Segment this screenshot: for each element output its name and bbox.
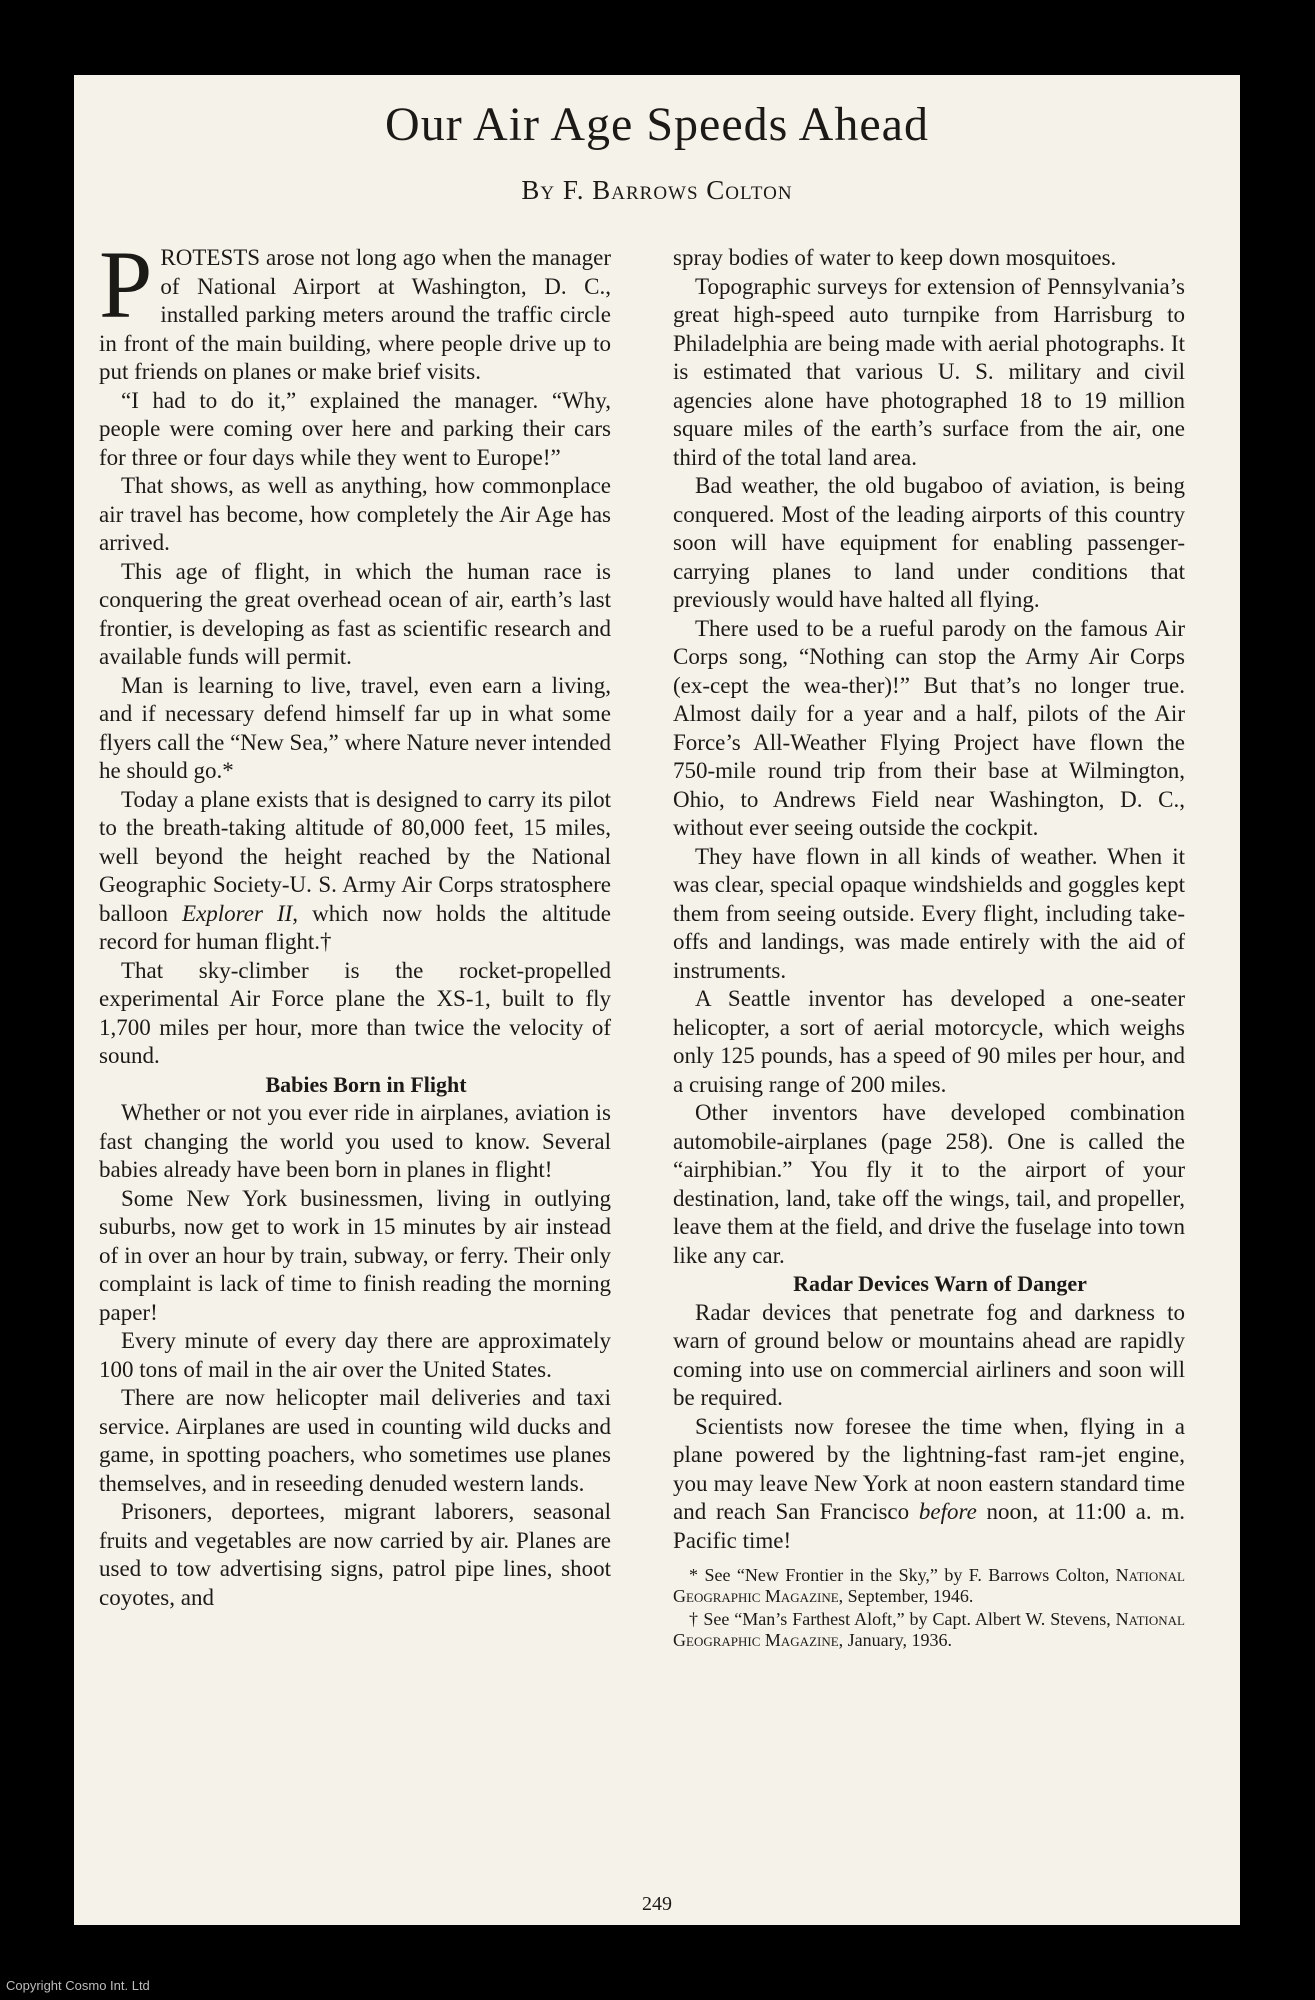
paragraph: A Seattle inventor has developed a one-seater helicopter, a sort of aerial motorcycle, which weighs only 125 pounds, has a speed of 90 miles per hour, and a cruising range of 200 miles.	[673, 986, 1185, 1097]
paragraph: That sky-climber is the rocket-propelled experimental Air Force plane the XS-1, built to fly 1,700 miles per hour, more than twice the velocity of sound.	[99, 957, 611, 1068]
paragraph-text: Today a plane exists that is designed to carry its pilot to the breath-taking altitude of 80,000 feet, 15 miles, well beyond the height reached by the National Geographic Society-U. S. Army Air Corps stratosphere balloon	[99, 786, 611, 926]
magazine-page	[74, 75, 1240, 1925]
paragraph: Radar devices that penetrate fog and darkness to warn of ground below or mountains ahead are rapidly coming into use on commercial airliners and soon will be required.	[673, 1299, 1185, 1410]
article-title: Our Air Age Speeds Ahead	[385, 98, 929, 151]
footnote	[673, 1565, 1185, 1607]
paragraph: That shows, as well as anything, how commonplace air travel has become, how completely the Air Age has arrived.	[99, 473, 611, 555]
paragraph: Some New York businessmen, living in outlying suburbs, now get to work in 15 minutes by air instead of in over an hour by train, subway, or ferry. Their only complaint is lack of time to finish reading the morning paper!	[99, 1185, 611, 1325]
footnote-text: * See “New Frontier in the Sky,” by F. Barrows Colton,	[689, 1565, 1116, 1585]
article-byline: By F. Barrows Colton	[521, 175, 793, 205]
italic-text: before	[918, 1499, 977, 1524]
paragraph: There used to be a rueful parody on the famous Air Corps song, “Nothing can stop the Army Air Corps (ex-cept the wea-ther)!” But that’s no longer true. Almost daily for a year and a half, pilots of the Air Force’s All-Weather Flying Project have flown the 750-mile round trip from their base at Wilmington, Ohio, to Andrews Field near Washington, D. C., without ever seeing outside the cockpit.	[673, 615, 1185, 840]
paragraph: Bad weather, the old bugaboo of aviation, is being conquered. Most of the leading airports of this country soon will have equipment for enabling passenger-carrying planes to land under conditions that previously would have halted all flying.	[673, 473, 1185, 612]
paragraph: Man is learning to live, travel, even earn a living, and if necessary defend himself far up in what some flyers call the “New Sea,” where Nature never intended he should go.*	[99, 672, 611, 783]
paragraph: Topographic surveys for extension of Pennsylvania’s great high-speed auto turnpike from Harrisburg to Philadelphia are being made with aerial photographs. It is estimated that various U. S. military and civil agencies alone have photographed 18 to 19 million square miles of the earth’s surface from the air, one third of the total land area.	[673, 273, 1185, 470]
paragraph: They have flown in all kinds of weather. When it was clear, special opaque windshields and goggles kept them from seeing outside. Every flight, including take-offs and landings, was made entirely with the aid of instruments.	[673, 843, 1185, 983]
paragraph: spray bodies of water to keep down mosquitoes.	[673, 245, 1117, 270]
footnote-text: , September, 1946.	[838, 1586, 974, 1606]
paragraph: Other inventors have developed combination automobile-airplanes (page 258). One is called the “airphibian.” You fly it to the airport of your destination, land, take off the wings, tail, and propeller, leave them at the field, and drive the fuselage into town like any car.	[673, 1100, 1185, 1268]
footnote-text: † See “Man’s Farthest Aloft,” by Capt. Albert W. Stevens,	[689, 1609, 1116, 1629]
footnote-text: , January, 1936.	[838, 1630, 952, 1650]
subheading: Babies Born in Flight	[265, 1071, 467, 1097]
paragraph: Whether or not you ever ride in airplanes, aviation is fast changing the world you used to know. Several babies already have been born in planes in flight!	[99, 1100, 611, 1182]
footnote	[673, 1609, 1185, 1651]
paragraph: There are now helicopter mail deliveries and taxi service. Airplanes are used in counting wild ducks and game, in spotting poachers, who sometimes use planes themselves, and in reseeding denuded western lands.	[99, 1385, 611, 1496]
paragraph-text: noon, at 11:00 a. m. Pacific time!	[673, 1499, 1185, 1553]
paragraph	[99, 786, 611, 957]
paragraph: “I had to do it,” explained the manager. “Why, people were coming over here and parking their cars for three or four days while they went to Europe!”	[99, 387, 611, 470]
right-column	[673, 244, 1185, 1653]
paragraph-text: Scientists now foresee the time when, flying in a plane powered by the lightning-fast ram-jet engine, you may leave New York at noon eastern standard time and reach San Francisco	[673, 1413, 1185, 1524]
paragraph: This age of flight, in which the human race is conquering the great overhead ocean of air, earth’s last frontier, is developing as fast as scientific research and available funds will permit.	[99, 558, 611, 669]
page-number: 249	[642, 1893, 672, 1915]
paragraph	[673, 1413, 1185, 1556]
drop-cap: P	[99, 231, 153, 338]
paragraph-text: which now holds the altitude record for human flight.†	[99, 900, 611, 954]
paragraph	[99, 231, 611, 387]
paragraph: Prisoners, deportees, migrant laborers, seasonal fruits and vegetables are now carried by air. Planes are used to tow advertising signs, patrol pipe lines, shoot coyotes, and	[99, 1499, 611, 1610]
left-column	[99, 231, 611, 1612]
magazine-name: National Geographic Magazine	[673, 1565, 1185, 1606]
copyright-notice: Copyright Cosmo Int. Ltd	[6, 1978, 150, 1993]
italic-text: Explorer II,	[182, 900, 299, 926]
paragraph: Every minute of every day there are approximately 100 tons of mail in the air over the United States.	[99, 1328, 611, 1382]
magazine-name: National Geographic Magazine	[673, 1609, 1185, 1650]
subheading: Radar Devices Warn of Danger	[793, 1271, 1087, 1296]
paragraph-text: ROTESTS arose not long ago when the manager of National Airport at Washington, D. C., installed parking meters around the traffic circle in front of the main building, where people drive up to put friends on planes or make brief visits.	[99, 245, 611, 384]
footnotes	[673, 1565, 1185, 1651]
